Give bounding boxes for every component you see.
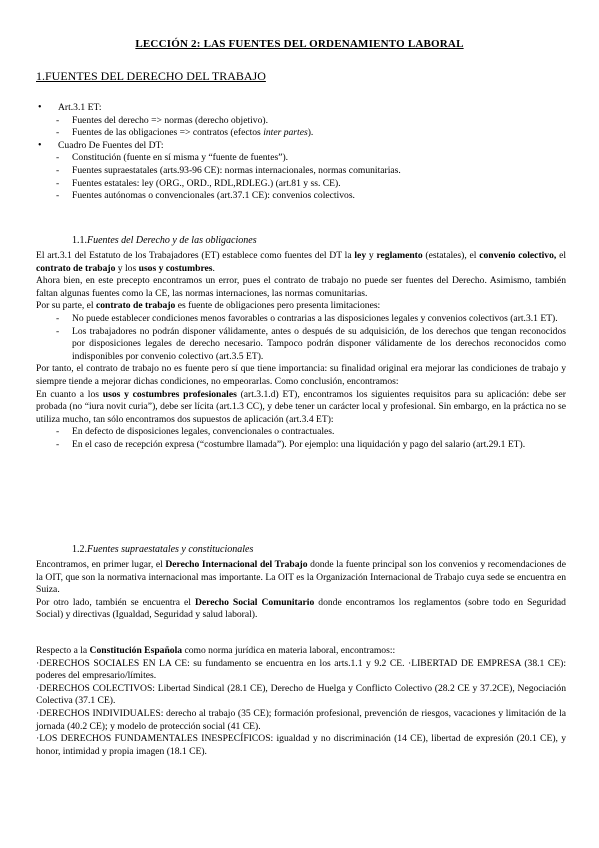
- bold-term: Constitución Española: [89, 645, 183, 656]
- dash-icon: -: [56, 325, 60, 337]
- dash-icon: -: [56, 438, 60, 450]
- bullet-item: [36, 102, 566, 115]
- bold-term: usos y costumbres: [138, 262, 213, 274]
- bold-term: Derecho Internacional del Trabajo: [165, 559, 308, 570]
- dash-icon: -: [56, 426, 60, 438]
- rights-item: ·LOS DERECHOS FUNDAMENTALES INESPECÍFICOS: igualdad y no discriminación (14 CE), libertad de expresión (20.1 CE), y honor, intimidad y propia imagen (18.1 CE).: [36, 733, 566, 757]
- bold-term: convenio colectivo,: [479, 250, 557, 261]
- dash-text: Fuentes de las obligaciones => contratos (efectos: [72, 127, 264, 139]
- section-heading-1: 1.FUENTES DEL DERECHO DEL TRABAJO: [36, 69, 266, 83]
- dash-text: Fuentes autónomas o convencionales (art.37.1 CE): convenios colectivos.: [72, 190, 355, 202]
- dash-item: [36, 190, 566, 203]
- dash-item: [36, 152, 566, 165]
- paragraph: [36, 645, 566, 658]
- dash-icon: -: [56, 312, 60, 324]
- dash-icon: -: [56, 114, 60, 126]
- paragraph: [36, 389, 566, 427]
- dash-text: No puede establecer condiciones menos favorables o contrarias a las disposiciones legales y convenios colectivos (art.3.1 ET).: [72, 312, 558, 324]
- dash-text-end: ).: [307, 127, 314, 139]
- bold-term: Derecho Social Comunitario: [194, 596, 315, 608]
- dash-text: Fuentes del derecho => normas (derecho objetivo).: [72, 114, 268, 126]
- dash-icon: -: [56, 190, 60, 202]
- paragraph: Ahora bien, en este precepto encontramos un error, pues el contrato de trabajo no puede ser fuentes del Derecho. Asimismo, también faltan algunas fuentes como la CE, las normas internaciones, las normas comunitarias.: [36, 275, 566, 299]
- dash-item: [36, 439, 566, 452]
- text-run: Por otro lado, también se encuentra el: [36, 596, 195, 608]
- subsection-number: 1.2.: [72, 544, 87, 555]
- dash-text: En el caso de recepción expresa (“costumbre llamada”). Por ejemplo: una liquidación y pago del salario (art.29.1 ET).: [72, 438, 526, 450]
- dash-item: [36, 115, 566, 128]
- paragraph: [36, 597, 566, 622]
- dash-icon: -: [56, 127, 60, 139]
- text-run: el: [556, 250, 566, 261]
- dash-icon: -: [56, 177, 60, 189]
- bold-term: reglamento: [376, 250, 423, 261]
- text-run: Respecto a la: [36, 645, 90, 656]
- dash-item: [36, 326, 566, 364]
- bold-term: ley: [354, 250, 367, 261]
- dash-text: En defecto de disposiciones legales, convencionales o contractuales.: [72, 426, 335, 438]
- text-run: y los: [115, 262, 139, 274]
- bullet-icon: •: [38, 139, 42, 151]
- dash-item: [36, 127, 566, 140]
- text-run: (art.3.1.d) ET), encontramos los siguientes requisitos para su aplicación: debe ser probada (no “iura novit curia”), debe ser lícita (art.1.3 CC), y debe tener un carácter local y profesional. Sin embargo, en la práctica no se utiliza mucho, tan sólo encontramos dos supuestos de aplicación (art.3.4 ET):: [36, 388, 566, 425]
- text-run: como norma jurídica en materia laboral, encontramos::: [182, 645, 396, 656]
- dash-item: [36, 426, 566, 439]
- constitution-section: [36, 645, 566, 758]
- bold-term: contrato de trabajo: [95, 300, 176, 312]
- bullet-item: [36, 140, 566, 153]
- paragraph: Por tanto, el contrato de trabajo no es fuente pero sí que tiene importancia: su finalidad original era mejorar las condiciones de trabajo y siempre tiende a mejorar dichas condiciones, no empeorarlas. Como conclusión, encontramos:: [36, 363, 566, 387]
- dash-text: Constitución (fuente en sí misma y “fuente de fuentes”).: [72, 152, 289, 164]
- page-title: LECCIÓN 2: LAS FUENTES DEL ORDENAMIENTO LABORAL: [135, 38, 464, 50]
- paragraph: [36, 300, 566, 313]
- text-run: es fuente de obligaciones pero presenta limitaciones:: [175, 300, 381, 312]
- text-run: Por su parte, el: [36, 300, 96, 312]
- dash-item: [36, 313, 566, 326]
- subsection-number: 1.1.: [72, 235, 87, 246]
- text-run: Encontramos, en primer lugar, el: [36, 559, 166, 570]
- text-run: y: [366, 250, 377, 261]
- text-run: donde encontramos los reglamentos (sobre todo en Seguridad Social) y directivas (Igualdad, Seguridad y salud laboral).: [36, 596, 566, 621]
- dash-item: [36, 165, 566, 178]
- text-run: (estatales), el: [422, 250, 480, 261]
- paragraph: [36, 559, 566, 597]
- dash-icon: -: [56, 152, 60, 164]
- rights-item: ·DERECHOS SOCIALES EN LA CE: su fundamento se encuentra en los arts.1.1 y 9.2 CE. ·LIBERTAD DE EMPRESA (38.1 CE): poderes del empresario/límites.: [36, 657, 566, 682]
- subsection-heading-1-1: [72, 235, 257, 248]
- dash-text: Los trabajadores no podrán disponer válidamente, antes o después de su adquisición, de los derechos que tengan reconocidos por disposiciones legales de derecho necesario. Tampoco podrán disponer válidamente de los derechos reconocidos como indisponibles por convenio colectivo (art.3.5 ET).: [72, 325, 566, 362]
- dash-icon: -: [56, 164, 60, 176]
- subsection-heading-1-2: [72, 544, 253, 557]
- paragraph: [36, 250, 566, 275]
- bold-term: usos y costumbres profesionales: [102, 388, 237, 400]
- italic-term: inter partes: [263, 127, 308, 139]
- dash-text: Fuentes estatales: ley (ORG., ORD., RDL,RDLEG.) (art.81 y ss. CE).: [72, 177, 341, 189]
- bullet-icon: •: [38, 102, 42, 113]
- bullet-text: Cuadro De Fuentes del DT:: [58, 139, 164, 151]
- bullet-text: Art.3.1 ET:: [58, 102, 102, 113]
- sources-list: [36, 102, 566, 203]
- rights-item: ·DERECHOS INDIVIDUALES: derecho al trabajo (35 CE); formación profesional, prevención de riesgos, vacaciones y limitación de la jornada (40.2 CE); y modelo de protección social (41 CE).: [36, 707, 566, 732]
- text-run: El art.3.1 del Estatuto de los Trabajadores (ET) establece como fuentes del DT la: [36, 250, 355, 261]
- dash-text: Fuentes supraestatales (arts.93-96 CE): normas internacionales, normas comunitarias.: [72, 164, 401, 176]
- text-run: .: [212, 262, 215, 274]
- rights-item: ·DERECHOS COLECTIVOS: Libertad Sindical (28.1 CE), Derecho de Huelga y Conflicto Colectivo (28.2 CE y 37.2CE), Negociación Colectiva (37.1 CE).: [36, 682, 566, 707]
- text-run: En cuanto a los: [36, 388, 103, 400]
- text-run: donde la fuente principal son los convenios y recomendaciones de la OIT, que son la normativa internacional mas importante. La OIT es la Organización Internacional de Trabajo cuya sede se encuentra en Suiza.: [36, 559, 566, 596]
- subsection-title: Fuentes supraestatales y constitucionales: [87, 544, 254, 555]
- bold-term: contrato de trabajo: [36, 262, 116, 274]
- subsection-title: Fuentes del Derecho y de las obligaciones: [87, 235, 257, 246]
- dash-item: [36, 178, 566, 191]
- section-1-2-body: [36, 559, 566, 622]
- section-1-1-body: [36, 250, 566, 452]
